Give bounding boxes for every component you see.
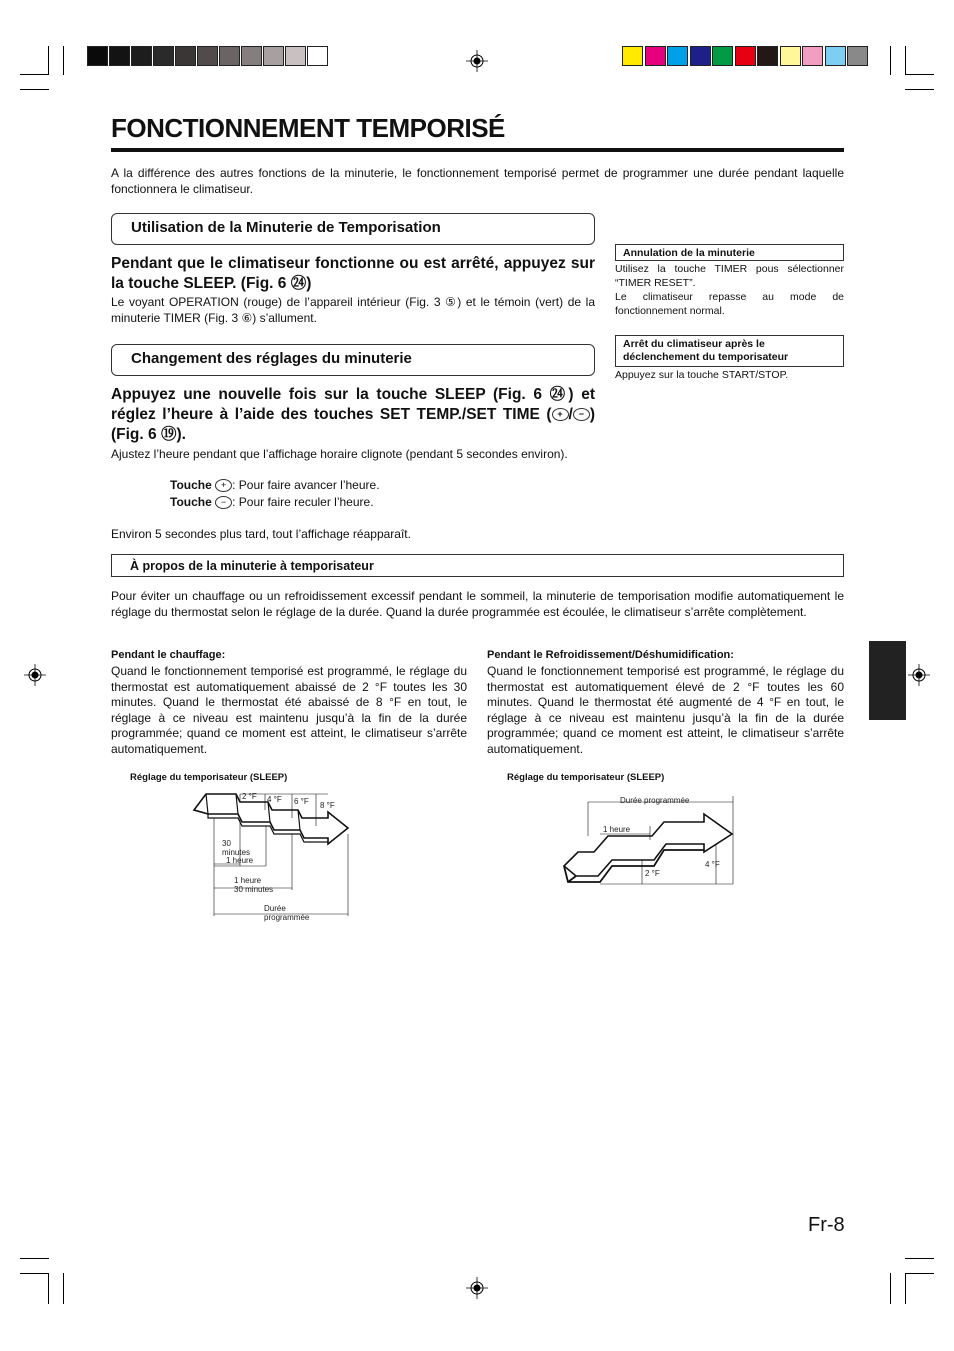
language-tab — [869, 641, 906, 720]
label-4f: 4 °F — [705, 860, 720, 869]
registration-mark-right-icon — [908, 664, 930, 686]
cooling-sleep-diagram — [560, 790, 740, 890]
touch-minus-line — [170, 495, 590, 511]
label-1h: 1 heure — [226, 856, 254, 865]
color-swatch — [780, 46, 801, 66]
color-swatch — [825, 46, 846, 66]
after-text: Environ 5 secondes plus tard, tout l’affichage réapparaît. — [111, 527, 411, 541]
sidebar-cancel-heading: Annulation de la minuterie — [615, 244, 844, 261]
about-heading: À propos de la minuterie à temporisateur — [111, 554, 844, 577]
step-title-set-time-part1: Appuyez une nouvelle fois sur la touche SLEEP (Fig. 6 ㉔) et réglez l’heure à l’aide des touches SET TEMP./SET TIME ( — [111, 386, 595, 423]
sidebar-stop-heading: Arrêt du climatiseur après le déclenchement du temporisateur — [615, 335, 844, 367]
color-swatch — [690, 46, 711, 66]
grayscale-swatch — [175, 46, 196, 66]
touch-label: Touche — [170, 478, 212, 492]
label-minutes: minutes — [222, 848, 251, 857]
heating-text: Quand le fonctionnement temporisé est programmé, le réglage du thermostat est automatiquement abaissé de 2 °F toutes les 30 minutes. Quand le thermostat été abaissé de 8 °F en tout, le réglage à ce niveau est maintenu jusqu’à la fin de la durée programmée; quand ce moment est atteint, le climatiseur s’arrête automatiquement. — [111, 664, 467, 756]
touch-label: Touche — [170, 495, 212, 509]
color-swatch — [622, 46, 643, 66]
label-duree-a: Durée — [264, 904, 286, 913]
section-heading-usage: Utilisation de la Minuterie de Temporisation — [111, 213, 595, 245]
heating-diagram-caption: Réglage du temporisateur (SLEEP) — [130, 772, 288, 783]
color-swatch — [757, 46, 778, 66]
grayscale-swatch — [131, 46, 152, 66]
label-6f: 6 °F — [294, 797, 309, 806]
cooling-diagram-caption: Réglage du temporisateur (SLEEP) — [507, 772, 665, 783]
plus-key-icon: + — [552, 408, 569, 421]
page-title: FONCTIONNEMENT TEMPORISÉ — [111, 113, 505, 143]
label-duree-b: programmée — [264, 913, 310, 922]
grayscale-swatch — [109, 46, 130, 66]
color-swatch — [667, 46, 688, 66]
label-8f: 8 °F — [320, 801, 335, 810]
label-1h30-a: 1 heure — [234, 876, 262, 885]
minus-key-icon: − — [573, 408, 590, 421]
cooling-text: Quand le fonctionnement temporisé est programmé, le réglage du thermostat est automatiquement élevé de 2 °F toutes les 60 minutes. Quand le thermostat été augmenté de 4 °F en tout, le réglage à ce niveau est maintenu jusqu’à la fin de la durée programmée; quand ce moment est atteint, le climatiseur s’arrête automatiquement. — [487, 664, 844, 756]
grayscale-swatch — [219, 46, 240, 66]
page-number: Fr-8 — [808, 1214, 845, 1236]
label-30: 30 — [222, 839, 231, 848]
plus-key-icon: + — [215, 479, 232, 492]
sidebar-stop-text: Appuyez sur la touche START/STOP. — [615, 369, 789, 381]
label-1h: 1 heure — [603, 825, 631, 834]
grayscale-swatch — [197, 46, 218, 66]
grayscale-swatch — [285, 46, 306, 66]
color-swatch — [802, 46, 823, 66]
label-duree: Durée programmée — [620, 796, 690, 805]
step-text-set-time: Ajustez l’heure pendant que l’affichage horaire clignote (pendant 5 secondes environ). — [111, 447, 568, 461]
minus-key-icon: − — [215, 496, 232, 509]
step-title-sleep: Pendant que le climatiseur fonctionne ou est arrêté, appuyez sur la touche SLEEP. (Fig. 6 ㉔) — [111, 255, 595, 292]
registration-mark-top-icon — [466, 50, 488, 72]
label-1h30-b: 30 minutes — [234, 885, 274, 894]
step-text-sleep: Le voyant OPERATION (rouge) de l’appareil intérieur (Fig. 3 ⑤) et le témoin (vert) de la minuterie TIMER (Fig. 3 ⑥) s’allument. — [111, 295, 595, 325]
step-title-set-time-part2: ) (Fig. 6 ⑲). — [111, 406, 595, 443]
heating-sleep-diagram — [188, 788, 368, 923]
color-swatch — [645, 46, 666, 66]
sidebar-cancel-text1: Utilisez la touche TIMER pous sélectionner “TIMER RESET”. — [615, 263, 844, 289]
label-4f: 4 °F — [267, 795, 282, 804]
color-swatch — [735, 46, 756, 66]
label-2f: 2 °F — [645, 869, 660, 878]
step-title-set-time: Appuyez une nouvelle fois sur la touche SLEEP (Fig. 6 ㉔) et réglez l’heure à l’aide des touches SET TEMP./SET TIME ( + / − ) (Fig. 6 ⑲). — [111, 386, 595, 443]
touch-plus-text: : Pour faire avancer l’heure. — [232, 478, 380, 492]
grayscale-swatch — [307, 46, 328, 66]
touch-minus-text: : Pour faire reculer l’heure. — [232, 495, 374, 509]
title-rule — [111, 148, 844, 152]
grayscale-swatch — [87, 46, 108, 66]
about-text: Pour éviter un chauffage ou un refroidissement excessif pendant le sommeil, la minuterie de temporisation modifie automatiquement le réglage du thermostat selon le réglage de la durée. Quand la durée programmée est écoulée, le climatiseur s’arrête complètement. — [111, 589, 844, 619]
color-swatch — [847, 46, 868, 66]
sidebar-cancel-text2: Le climatiseur repasse au mode de fonctionnement normal. — [615, 291, 844, 317]
heating-title: Pendant le chauffage: — [111, 649, 226, 661]
section-heading-change: Changement des réglages du minuterie — [111, 344, 595, 376]
touch-plus-line — [170, 478, 590, 494]
grayscale-swatch — [153, 46, 174, 66]
grayscale-swatch — [263, 46, 284, 66]
intro-text: A la différence des autres fonctions de la minuterie, le fonctionnement temporisé permet de programmer une durée pendant laquelle fonctionnera le climatiseur. — [111, 166, 844, 196]
grayscale-swatch — [241, 46, 262, 66]
registration-mark-bottom-icon — [466, 1277, 488, 1299]
label-2f: 2 °F — [242, 792, 257, 801]
registration-mark-left-icon — [24, 664, 46, 686]
cooling-title: Pendant le Refroidissement/Déshumidification: — [487, 649, 734, 661]
color-swatch — [712, 46, 733, 66]
